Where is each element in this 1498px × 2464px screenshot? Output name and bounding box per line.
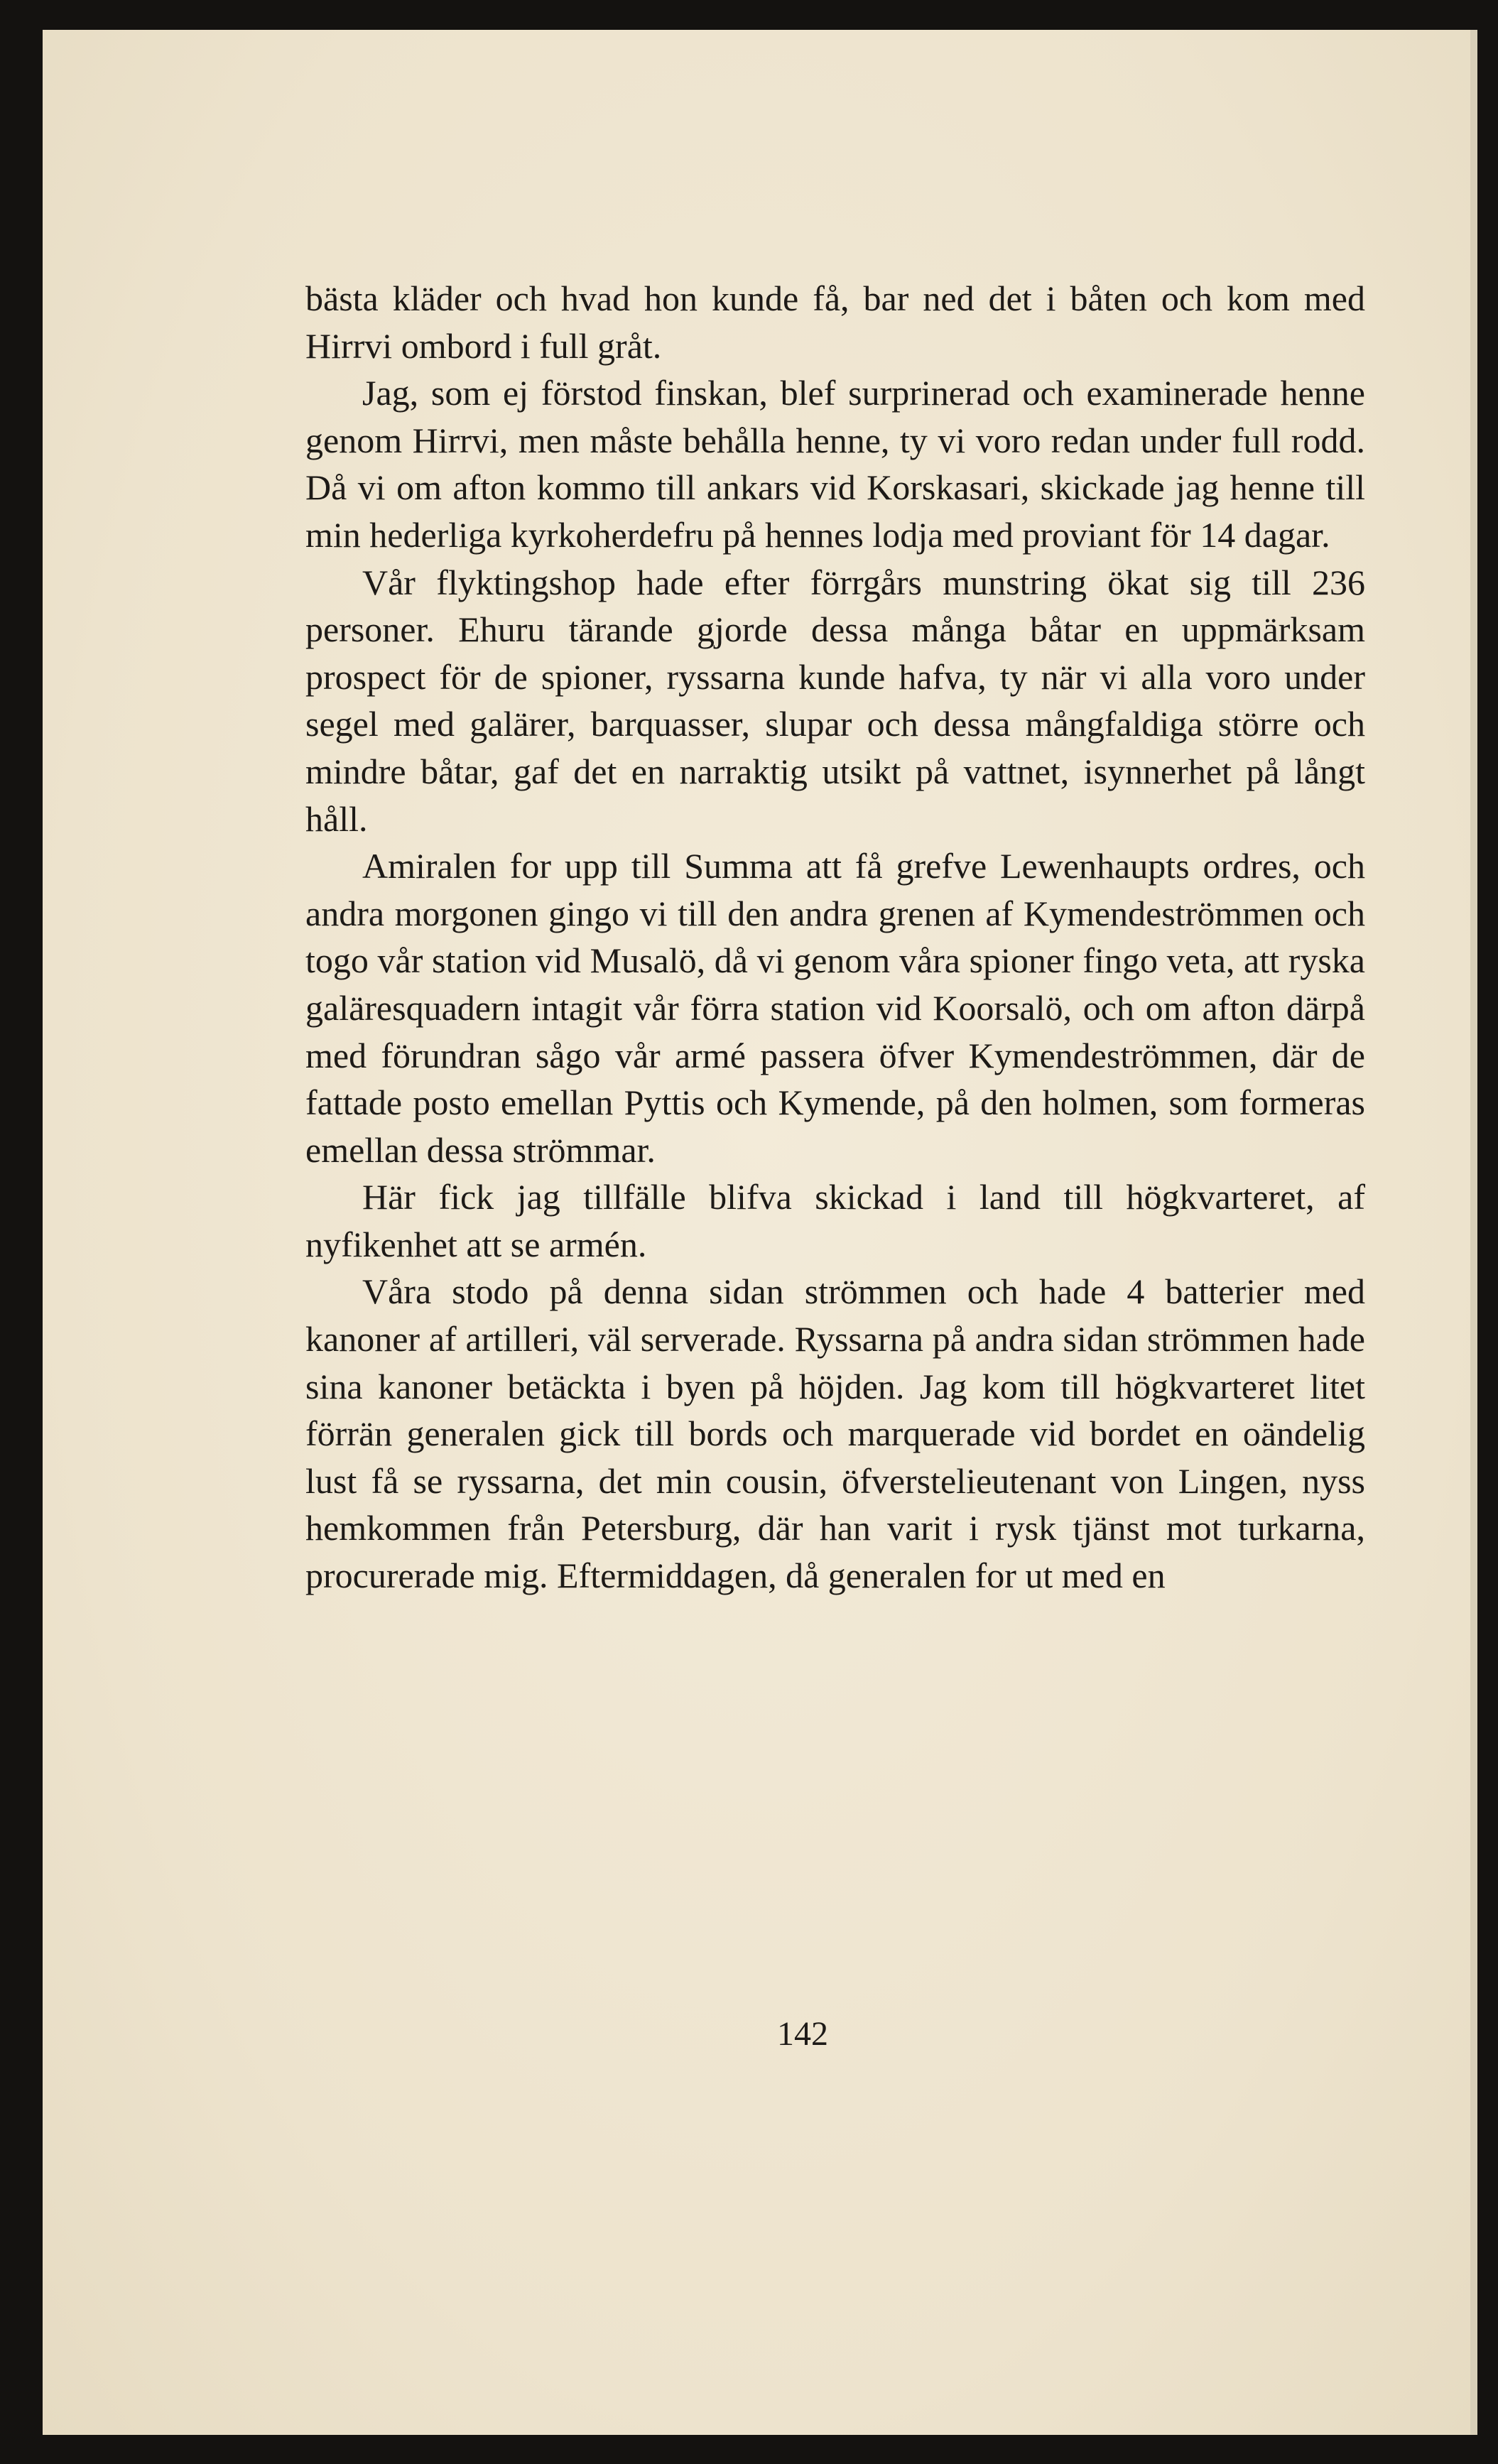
paragraph-6: Våra stodo på denna sidan strömmen och hade 4 batterier med kanoner af artilleri, väl serverade. Ryssarna på andra sidan strömmen hade sina kanoner betäckta i byen på höjden. Jag kom till högkvarteret litet förrän generalen gick till bords och marquerade vid bordet en oändelig lust få se ryssarna, det min cousin, öfverstelieutenant von Lingen, nyss hemkommen från Petersburg, där han varit i rysk tjänst mot turkarna, procurerade mig. Eftermiddagen, då generalen for ut med en: [305, 1271, 1365, 1596]
page-number: 142: [777, 2015, 828, 2053]
paragraph-3: Vår flyktingshop hade efter förrgårs munstring ökat sig till 236 personer. Ehuru tärande gjorde dessa många båtar en uppmärksam prospect för de spioner, ryssarna kunde hafva, ty när vi alla voro under segel med galärer, barquasser, slupar och dessa mångfaldiga större och mindre båtar, gaf det en narraktig utsikt på vattnet, isynnerhet på långt håll.: [305, 562, 1365, 839]
book-page: [43, 30, 1477, 2435]
body-text: [305, 275, 1365, 1600]
paragraph-4: Amiralen for upp till Summa att få grefve Lewenhaupts ordres, och andra morgonen gingo vi till den andra grenen af Kymendeströmmen och togo vår station vid Musalö, då vi genom våra spioner fingo veta, att ryska galäresquadern intagit vår förra station vid Koorsalö, och om afton därpå med förundran sågo vår armé passera öfver Kymendeströmmen, där de fattade posto emellan Pyttis och Kymende, på den holmen, som formeras emellan dessa strömmar.: [305, 846, 1365, 1170]
paragraph-5: Här fick jag tillfälle blifva skickad i land till högkvarteret, af nyfikenhet att se armén.: [305, 1177, 1365, 1264]
paragraph-2: Jag, som ej förstod finskan, blef surprinerad och examinerade henne genom Hirrvi, men måste behålla henne, ty vi voro redan under full rodd. Då vi om afton kommo till ankars vid Korskasari, skickade jag henne till min hederliga kyrkoherdefru på hennes lodja med proviant för 14 dagar.: [305, 373, 1365, 555]
paragraph-1: bästa kläder och hvad hon kunde få, bar ned det i båten och kom med Hirrvi ombord i full gråt.: [305, 278, 1365, 366]
